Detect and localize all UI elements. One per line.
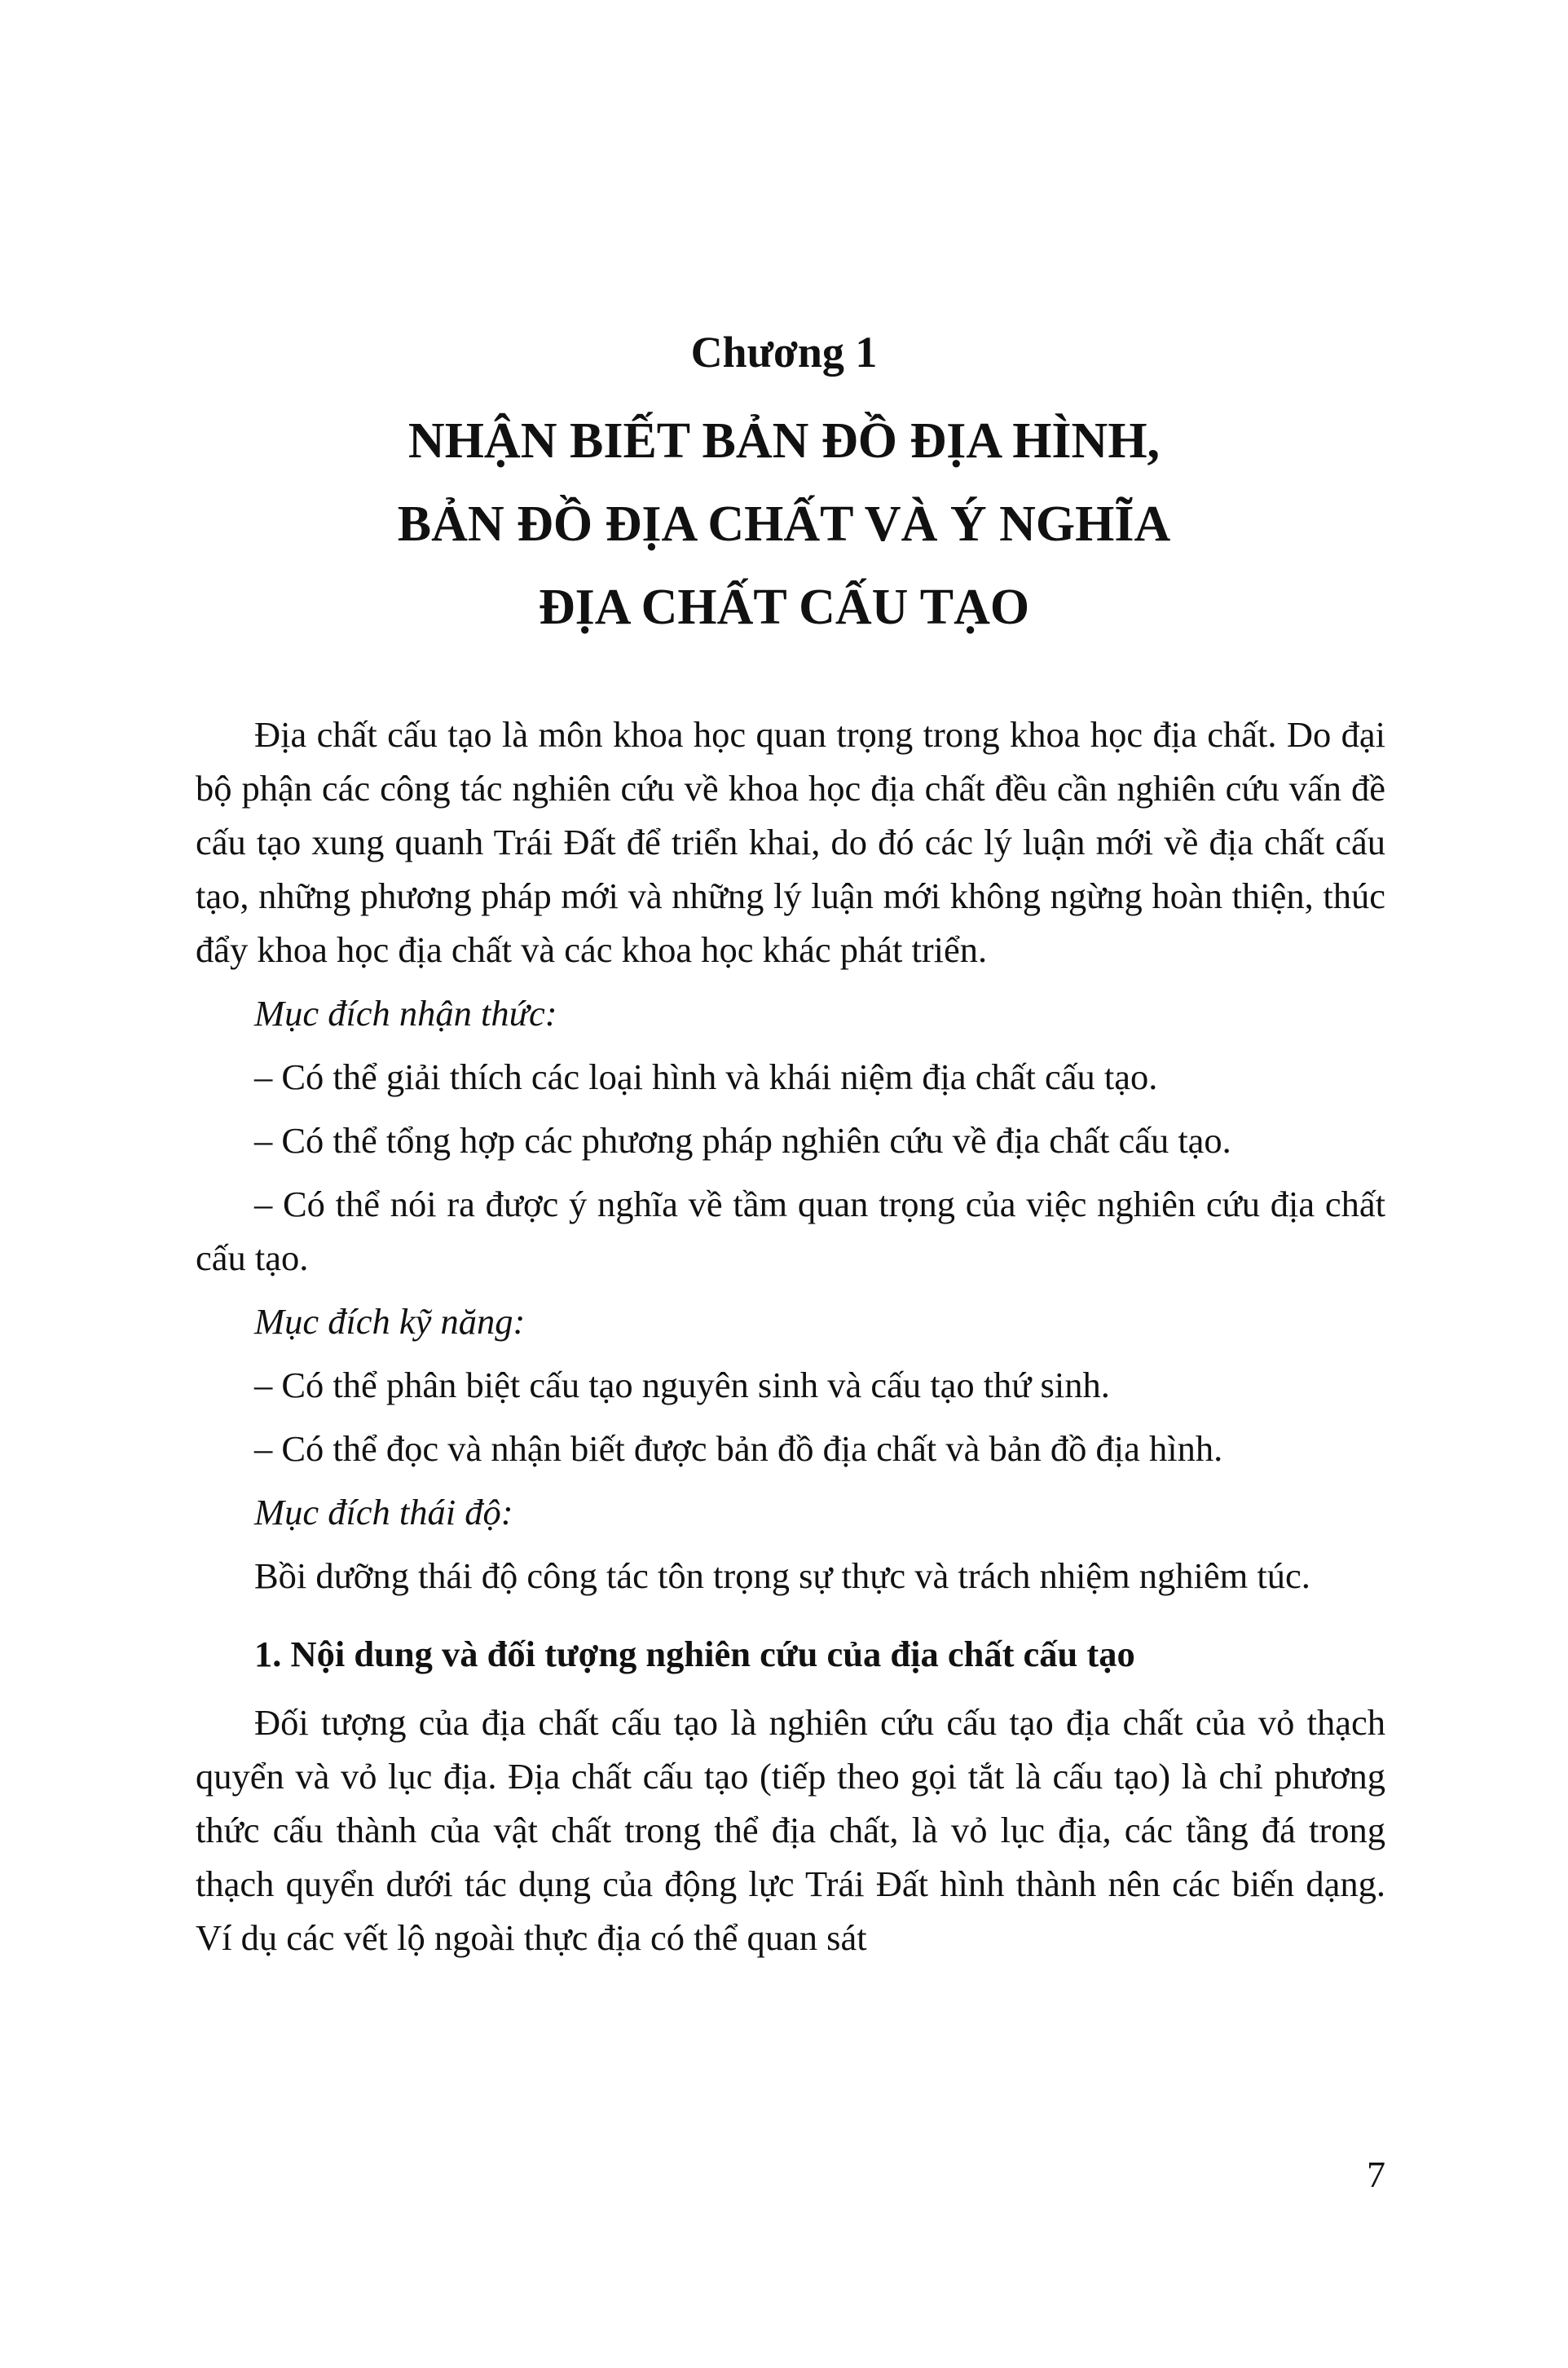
page-number: 7 bbox=[1367, 2154, 1385, 2195]
attitude-objective-text: Bồi dưỡng thái độ công tác tôn trọng sự thực và trách nhiệm nghiêm túc. bbox=[254, 1555, 1310, 1596]
chapter-title-line: ĐỊA CHẤT CẤU TẠO bbox=[538, 580, 1030, 635]
skills-objective-item: – Có thể đọc và nhận biết được bản đồ địa chất và bản đồ địa hình. bbox=[254, 1428, 1223, 1469]
intro-paragraph: Địa chất cấu tạo là môn khoa học quan trọng trong khoa học địa chất. Do đại bộ phận các công tác nghiên cứu về khoa học địa chất đều cần nghiên cứu vấn đề cấu tạo xung quanh Trái Đất để triển khai, do đó các lý luận mới về địa chất cấu tạo, những phương pháp mới và những lý luận mới không ngừng hoàn thiện, thúc đẩy khoa học địa chất và các khoa học khác phát triển. bbox=[196, 714, 1385, 970]
skills-objectives-heading: Mục đích kỹ năng: bbox=[254, 1301, 526, 1342]
section-paragraph: Đối tượng của địa chất cấu tạo là nghiên cứu cấu tạo địa chất của vỏ thạch quyển và vỏ lục địa. Địa chất cấu tạo (tiếp theo gọi tắt là cấu tạo) là chỉ phương thức cấu thành của vật chất trong thể địa chất, là vỏ lục địa, các tầng đá trong thạch quyển dưới tác dụng của động lực Trái Đất hình thành nên các biến dạng. Ví dụ các vết lộ ngoài thực địa có thể quan sát bbox=[196, 1702, 1385, 1958]
chapter-title bbox=[0, 399, 1568, 649]
chapter-title-line: NHẬN BIẾT BẢN ĐỒ ĐỊA HÌNH, bbox=[407, 413, 1161, 469]
cognitive-objective-item: – Có thể nói ra được ý nghĩa về tầm quan trọng của việc nghiên cứu địa chất cấu tạo. bbox=[196, 1184, 1385, 1278]
cognitive-objective-item: – Có thể tổng hợp các phương pháp nghiên cứu về địa chất cấu tạo. bbox=[254, 1120, 1231, 1161]
body-text bbox=[196, 708, 1385, 1974]
cognitive-objective-item: – Có thể giải thích các loại hình và khái niệm địa chất cấu tạo. bbox=[254, 1056, 1158, 1097]
section-heading: 1. Nội dung và đối tượng nghiên cứu của địa chất cấu tạo bbox=[254, 1634, 1135, 1674]
chapter-title-line: BẢN ĐỒ ĐỊA CHẤT VÀ Ý NGHĨA bbox=[397, 496, 1171, 552]
skills-objective-item: – Có thể phân biệt cấu tạo nguyên sinh và cấu tạo thứ sinh. bbox=[254, 1365, 1110, 1405]
attitude-objectives-heading: Mục đích thái độ: bbox=[254, 1492, 513, 1532]
chapter-label: Chương 1 bbox=[690, 328, 878, 377]
cognitive-objectives-heading: Mục đích nhận thức: bbox=[254, 993, 557, 1034]
